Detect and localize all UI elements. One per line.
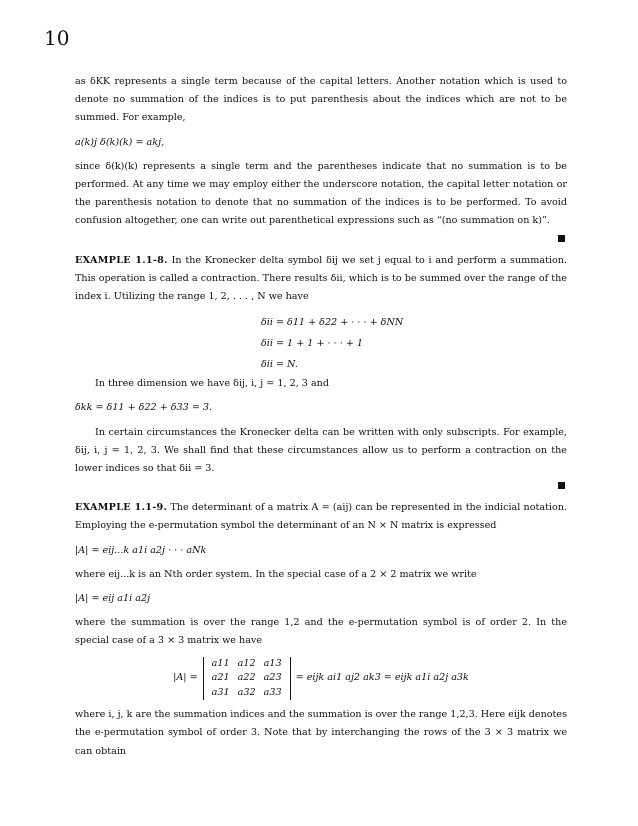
matrix-cell: a22 [237,672,256,684]
equation-line: δii = 1 + 1 + · · · + 1 [261,338,364,350]
matrix-cell: a12 [237,657,256,669]
matrix-cell: a21 [211,672,230,684]
example-label: EXAMPLE 1.1-9. [75,502,168,514]
matrix-cell: a33 [263,686,282,698]
equation-3: δkk = δ11 + δ22 + δ33 = 3. [75,402,213,414]
qed-square [558,482,565,489]
equation-1: a(k)j δ(k)(k) = akj, [75,136,165,148]
equation-6 [75,657,567,701]
matrix-cell: a32 [237,686,256,698]
example-1-1-9 [75,499,567,535]
equation-4: |A| = eij...k a1i a2j · · · aNk [75,544,207,556]
equation-rhs: = eijk ai1 aj2 ak3 = eijk a1i a2j a3k [295,672,469,684]
qed-square [558,235,565,242]
page-number: 10 [44,26,70,50]
paragraph-3: In three dimension we have δij, i, j = 1, 2, 3 and [95,378,329,390]
example-1-1-8 [75,252,567,307]
matrix-cell: a31 [211,686,230,698]
paragraph-6: where the summation is over the range 1,2 and the e-permutation symbol is of order 2. In the special case of a 3 × 3 matrix we have [75,617,567,647]
matrix-cell: a11 [211,657,230,669]
paragraph-4: In certain circumstances the Kronecker delta can be written with only subscripts. For example, δij, i, j = 1, 2, 3. We shall find that these circumstances allow us to perform a contraction on the lower indices so that δii = 3. [75,426,567,475]
matrix-cell: a13 [263,657,282,669]
equation-line: δii = N. [261,359,298,371]
equation-5: |A| = eij a1i a2j [75,593,151,605]
determinant-matrix [203,657,291,701]
equation-line: δii = δ11 + δ22 + · · · + δNN [261,317,404,329]
paragraph-2: since δ(k)(k) represents a single term and the parentheses indicate that no summation is to be performed. At any time we may employ either the underscore notation, the capital letter notation or the parenthesis notation to denote that no summation of the indices is to be performed. To avoid confusion altogether, one can write out parenthetical expressions such as “(no summation on k)”. [75,160,567,227]
equation-lhs: |A| = [173,672,198,684]
example-label: EXAMPLE 1.1-8. [75,254,168,266]
matrix-cell: a23 [263,672,282,684]
paragraph-1: as δKK represents a single term because of the capital letters. Another notation which is used to denote no summation of the indices is to put parenthesis about the indices which are not to be summed. For example, [75,76,567,124]
example-text: The determinant of a matrix A = (aij) can be represented in the indicial notation. Employing the e-permutation symbol the determinant of an N × N matrix is expressed [75,502,567,532]
paragraph-7: where i, j, k are the summation indices and the summation is over the range 1,2,3. Here eijk denotes the e-permutation symbol of order 3. Note that by interchanging the rows of the 3 × 3 matrix we can obtain [75,709,567,757]
equation-group-2 [75,312,567,375]
paragraph-5: where eij...k is an Nth order system. In the special case of a 2 × 2 matrix we write [75,568,477,580]
example-text: In the Kronecker delta symbol δij we set j equal to i and perform a summation. This operation is called a contraction. There results δii, which is to be summed over the range of the index i. Utilizing the range 1, 2, . . . , N we have [75,254,567,303]
page-body [75,73,567,761]
